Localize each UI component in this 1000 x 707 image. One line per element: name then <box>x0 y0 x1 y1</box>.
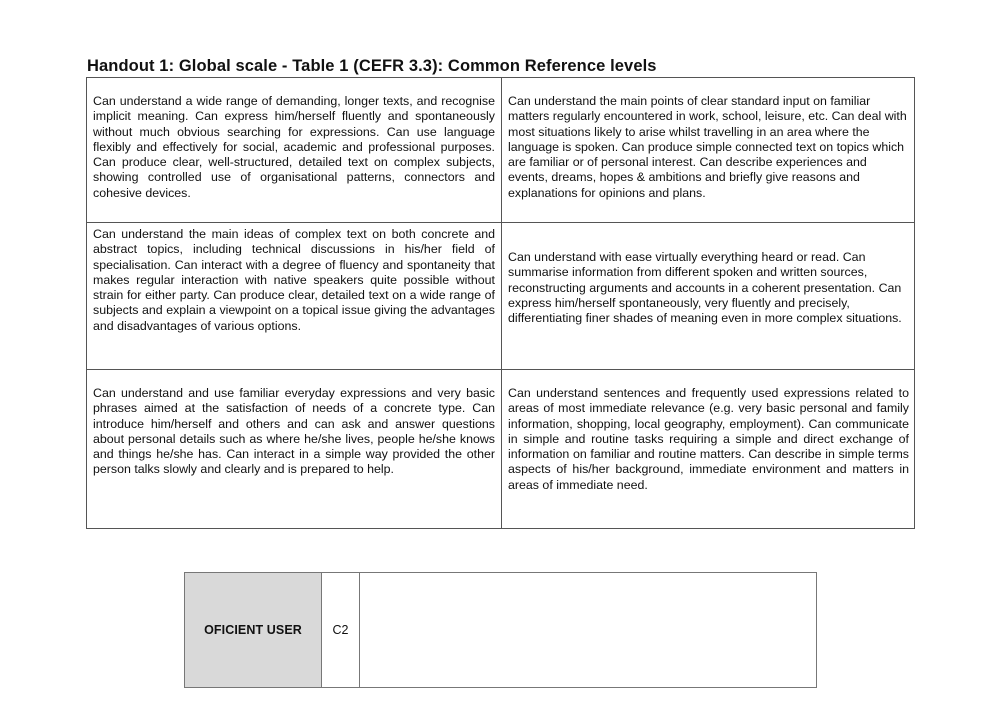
level-code: C2 <box>322 573 360 687</box>
description-drop-zone[interactable] <box>360 573 816 687</box>
descriptor-cell[interactable]: Can understand the main points of clear standard input on familiar matters regularly encountered in work, school, leisure, etc. Can deal with most situations likely to arise whilst travelling in an area where the language is spoken. Can produce simple connected text on topics which are familiar or of personal interest. Can describe experiences and events, dreams, hopes & ambitions and briefly give reasons and explanations for opinions and plans. <box>502 78 915 223</box>
descriptor-cell[interactable]: Can understand the main ideas of complex text on both concrete and abstract topics, including technical discussions in his/her field of specialisation. Can interact with a degree of fluency and spontaneity that makes regular interaction with native speakers quite possible without strain for either party. Can produce clear, detailed text on a wide range of subjects and explain a viewpoint on a topical issue giving the advantages and disadvantages of various options. <box>87 223 502 370</box>
descriptor-cell[interactable]: Can understand sentences and frequently used expressions related to areas of most immediate relevance (e.g. very basic personal and family information, shopping, local geography, employment). Can communicate in simple and routine tasks requiring a simple and direct exchange of information on familiar and routine matters. Can describe in simple terms aspects of his/her background, immediate environment and matters in areas of immediate need. <box>508 386 909 492</box>
descriptor-cell[interactable]: Can understand a wide range of demanding, longer texts, and recognise implicit meaning. Can express him/herself fluently and spontaneously without much obvious searching for expressions. Can use language flexibly and effectively for social, academic and professional purposes. Can produce clear, well-structured, detailed text on complex subjects, showing controlled use of organisational patterns, connectors and cohesive devices. <box>87 78 502 223</box>
descriptor-cell[interactable]: Can understand with ease virtually everything heard or read. Can summarise information from different spoken and written sources, reconstructing arguments and accounts in a coherent presentation. Can express him/herself spontaneously, very fluently and precisely, differentiating finer shades of meaning even in more complex situations. <box>502 223 915 370</box>
level-table <box>184 572 817 688</box>
descriptor-grid <box>86 77 915 529</box>
user-category-label: OFICIENT USER <box>185 573 322 687</box>
page-title: Handout 1: Global scale - Table 1 (CEFR 3.3): Common Reference levels <box>87 57 657 75</box>
descriptor-cell[interactable]: Can understand and use familiar everyday expressions and very basic phrases aimed at the satisfaction of needs of a concrete type. Can introduce him/herself and others and can ask and answer questions about personal details such as where he/she lives, people he/she knows and things he/she has. Can interact in a simple way provided the other person talks slowly and clearly and is prepared to help. <box>87 370 502 528</box>
